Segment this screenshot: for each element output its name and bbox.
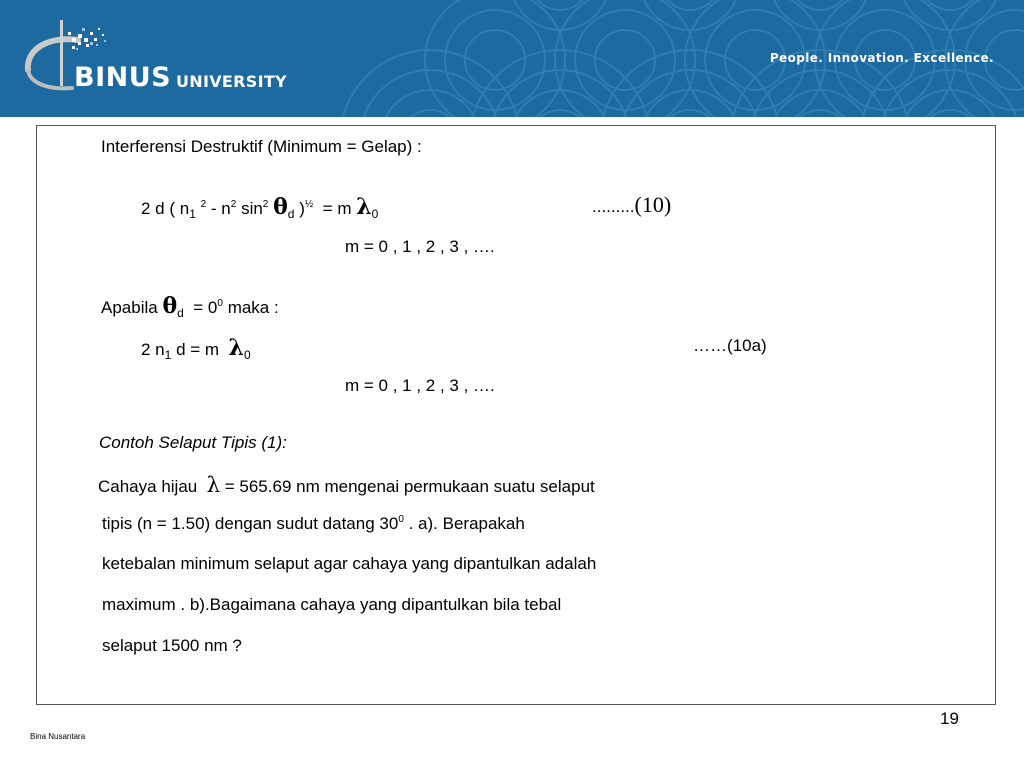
- problem-line-1: [98, 475, 595, 496]
- eq1-sup: 2: [200, 199, 207, 210]
- cond-part: = 0: [193, 298, 218, 317]
- eq1-part: ): [299, 199, 305, 218]
- problem-text: tipis (n = 1.50) dengan sudut datang 30: [102, 514, 399, 533]
- eq2-part: 2 n: [141, 340, 165, 359]
- lambda-symbol: λ: [228, 335, 244, 361]
- eq1-sub: 1: [189, 207, 196, 221]
- logo-university: UNIVERSITY: [176, 72, 287, 91]
- problem-text: = 565.69 nm mengenai permukaan suatu selaput: [224, 477, 595, 496]
- eq2-part: d = m: [176, 340, 220, 359]
- eq1-sup: 2: [230, 199, 237, 210]
- heading-text: Interferensi Destruktif (Minimum = Gelap) :: [101, 137, 422, 156]
- problem-text: Cahaya hijau: [98, 477, 198, 496]
- section-heading: [101, 138, 422, 155]
- theta-symbol: θ: [162, 293, 178, 319]
- eq1-sub: 0: [371, 207, 379, 221]
- eq1-sup: 2: [262, 199, 269, 210]
- eq1-sub: d: [287, 207, 295, 221]
- problem-line-2: [102, 515, 525, 532]
- eq1-sup: ½: [304, 199, 314, 210]
- eq2-sub: 0: [243, 348, 251, 362]
- theta-symbol: θ: [273, 194, 288, 220]
- eq1-part: 2 d ( n: [141, 199, 190, 218]
- eq-number: (10): [634, 192, 672, 217]
- cond-part: Apabila: [101, 298, 158, 317]
- lambda-symbol: λ: [356, 194, 372, 220]
- slide-number: 19: [940, 709, 959, 728]
- eq1-part: sin: [241, 199, 263, 218]
- equation-number-10a: ……(10a): [693, 336, 767, 355]
- problem-line-4: maximum . b).Bagaimana cahaya yang dipantulkan bila tebal: [102, 595, 562, 614]
- cond-sub: d: [177, 306, 184, 320]
- equation-number-10: [592, 194, 671, 216]
- eq1-part: = m: [322, 199, 352, 218]
- tagline: People. Innovation. Excellence.: [769, 51, 994, 65]
- eq1-part: - n: [210, 199, 231, 218]
- problem-text: . a). Berapakah: [408, 514, 525, 533]
- condition-line: [101, 295, 279, 319]
- equation-10: [141, 196, 378, 220]
- problem-sup: 0: [398, 514, 404, 525]
- eq-dots: .........: [592, 197, 635, 216]
- logo-word: BINUS: [74, 62, 172, 93]
- equation-10a: [141, 337, 251, 361]
- header-banner: [0, 0, 1024, 117]
- problem-line-3: ketebalan minimum selaput agar cahaya yang dipantulkan adalah: [102, 554, 597, 573]
- binus-logo[interactable]: [20, 18, 300, 103]
- lambda-symbol: λ: [206, 473, 221, 497]
- cond-part: maka :: [227, 298, 279, 317]
- cond-sup: 0: [217, 298, 223, 309]
- footer-note: Bina Nusantara: [30, 732, 86, 741]
- m-values: m = 0 , 1 , 2 , 3 , ….: [345, 376, 495, 395]
- eq2-sub: 1: [164, 348, 172, 362]
- problem-line-5: selaput 1500 nm ?: [102, 636, 242, 655]
- m-values: m = 0 , 1 , 2 , 3 , ….: [345, 237, 495, 256]
- example-title: Contoh Selaput Tipis (1):: [99, 433, 287, 452]
